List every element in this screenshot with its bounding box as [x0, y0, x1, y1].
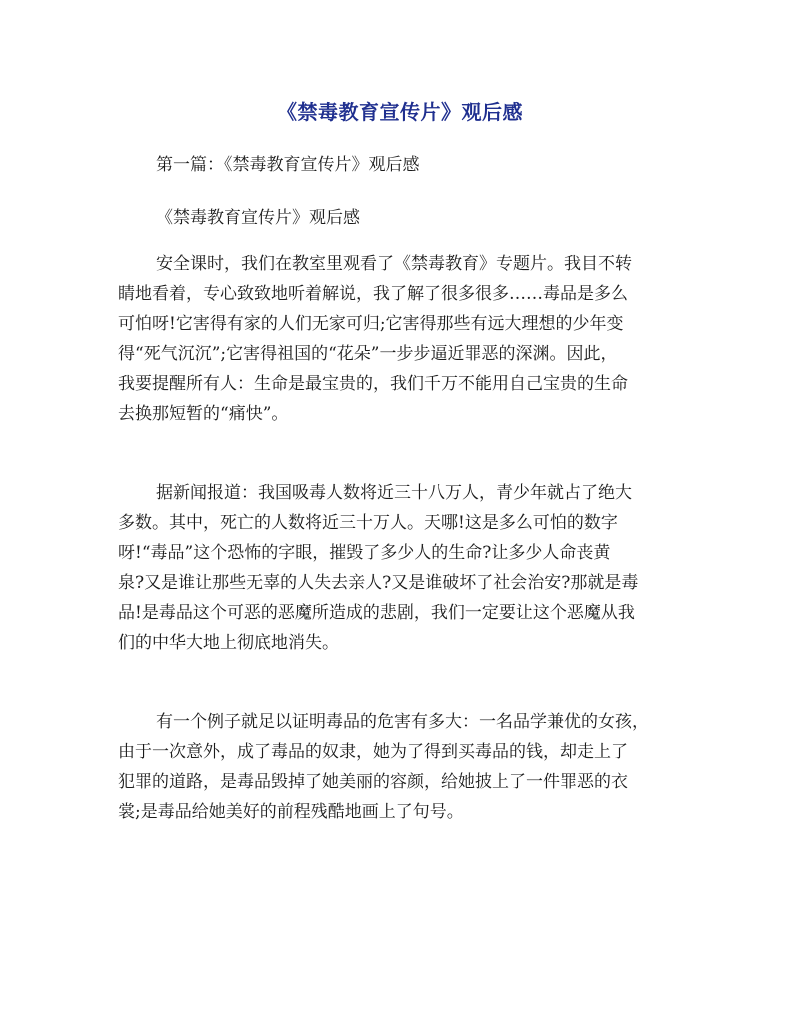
paragraph-2: [118, 478, 698, 658]
paragraph-line: 安全课时，我们在教室里观看了《禁毒教育》专题片。我目不转: [156, 254, 632, 274]
paragraph-line: 裳;是毒品给她美好的前程残酷地画上了句号。: [118, 802, 464, 822]
paragraph-line: 们的中华大地上彻底地消失。: [118, 633, 339, 653]
sub-title: 《禁毒教育宣传片》观后感: [156, 208, 360, 228]
paragraph-line: 多数。其中，死亡的人数将近三十万人。天哪!这是多么可怕的数字: [118, 513, 618, 533]
document-title: 《禁毒教育宣传片》观后感: [277, 100, 523, 124]
paragraph-line: 睛地看着，专心致致地听着解说，我了解了很多很多……毒品是多么: [118, 284, 628, 304]
section-heading: 第一篇：《禁毒教育宣传片》观后感: [156, 155, 420, 175]
paragraph-line: 据新闻报道：我国吸毒人数将近三十八万人，青少年就占了绝大: [156, 483, 632, 503]
paragraph-line: 犯罪的道路，是毒品毁掉了她美丽的容颜，给她披上了一件罪恶的衣: [118, 772, 628, 792]
paragraph-line: 品!是毒品这个可恶的恶魔所造成的悲剧，我们一定要让这个恶魔从我: [118, 603, 635, 623]
paragraph-line: 可怕呀!它害得有家的人们无家可归;它害得那些有远大理想的少年变: [118, 314, 624, 334]
paragraph-line: 泉?又是谁让那些无辜的人失去亲人?又是谁破坏了社会治安?那就是毒: [118, 573, 639, 593]
paragraph-line: 我要提醒所有人：生命是最宝贵的，我们千万不能用自己宝贵的生命: [118, 374, 628, 394]
paragraph-line: 得“死气沉沉”;它害得祖国的“花朵”一步步逼近罪恶的深渊。因此，: [118, 344, 618, 364]
paragraph-1: [118, 249, 698, 429]
paragraph-line: 去换那短暂的“痛快”。: [118, 404, 289, 424]
paragraph-line: 有一个例子就足以证明毒品的危害有多大：一名品学兼优的女孩，: [156, 712, 649, 732]
paragraph-line: 由于一次意外，成了毒品的奴隶，她为了得到买毒品的钱，却走上了: [118, 742, 628, 762]
paragraph-3: [118, 707, 698, 827]
paragraph-line: 呀!“毒品”这个恐怖的字眼，摧毁了多少人的生命?让多少人命丧黄: [118, 543, 611, 563]
